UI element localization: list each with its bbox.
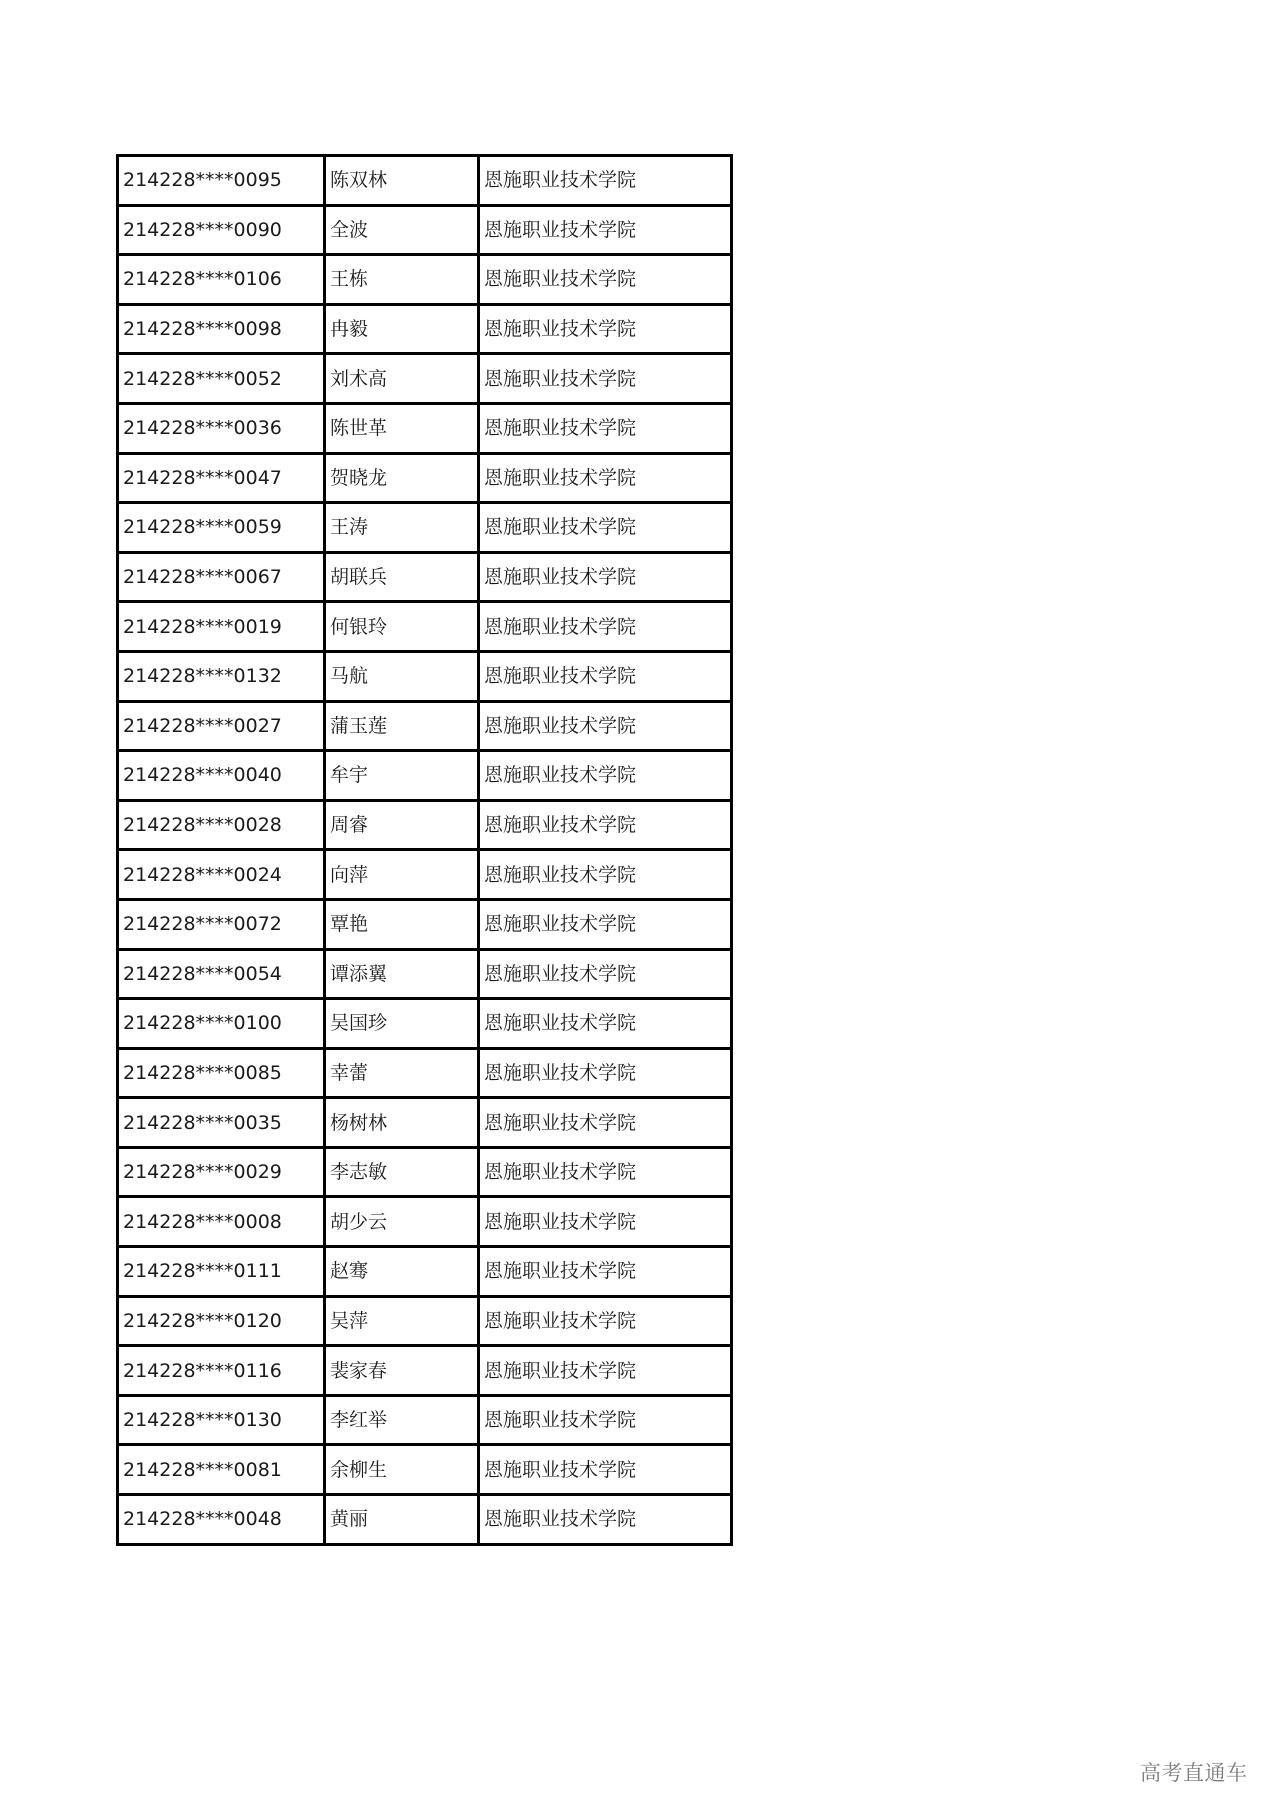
id-cell: 214228****0027 bbox=[118, 701, 325, 751]
table-row bbox=[118, 304, 732, 354]
school-cell: 恩施职业技术学院 bbox=[479, 701, 732, 751]
table-row bbox=[118, 453, 732, 503]
name-cell: 胡联兵 bbox=[325, 552, 479, 602]
table-row bbox=[118, 751, 732, 801]
name-cell: 牟宇 bbox=[325, 751, 479, 801]
school-cell: 恩施职业技术学院 bbox=[479, 1346, 732, 1396]
table-row bbox=[118, 602, 732, 652]
name-cell: 陈世革 bbox=[325, 403, 479, 453]
table-row bbox=[118, 205, 732, 255]
school-cell: 恩施职业技术学院 bbox=[479, 354, 732, 404]
id-cell: 214228****0059 bbox=[118, 503, 325, 553]
school-cell: 恩施职业技术学院 bbox=[479, 651, 732, 701]
id-cell: 214228****0047 bbox=[118, 453, 325, 503]
table-row bbox=[118, 1395, 732, 1445]
id-cell: 214228****0111 bbox=[118, 1247, 325, 1297]
school-cell: 恩施职业技术学院 bbox=[479, 403, 732, 453]
id-cell: 214228****0029 bbox=[118, 1147, 325, 1197]
table-row bbox=[118, 1147, 732, 1197]
school-cell: 恩施职业技术学院 bbox=[479, 1395, 732, 1445]
school-cell: 恩施职业技术学院 bbox=[479, 949, 732, 999]
table-row bbox=[118, 1247, 732, 1297]
school-cell: 恩施职业技术学院 bbox=[479, 850, 732, 900]
school-cell: 恩施职业技术学院 bbox=[479, 751, 732, 801]
table-row bbox=[118, 1197, 732, 1247]
name-cell: 贺晓龙 bbox=[325, 453, 479, 503]
table-row bbox=[118, 899, 732, 949]
id-cell: 214228****0052 bbox=[118, 354, 325, 404]
name-cell: 吴国珍 bbox=[325, 999, 479, 1049]
table-row bbox=[118, 850, 732, 900]
id-cell: 214228****0035 bbox=[118, 1098, 325, 1148]
table-row bbox=[118, 354, 732, 404]
name-cell: 吴萍 bbox=[325, 1296, 479, 1346]
id-cell: 214228****0116 bbox=[118, 1346, 325, 1396]
name-cell: 蒲玉莲 bbox=[325, 701, 479, 751]
table-row bbox=[118, 1445, 732, 1495]
table-row bbox=[118, 1098, 732, 1148]
table-row bbox=[118, 552, 732, 602]
table-row bbox=[118, 156, 732, 206]
school-cell: 恩施职业技术学院 bbox=[479, 999, 732, 1049]
school-cell: 恩施职业技术学院 bbox=[479, 205, 732, 255]
name-cell: 向萍 bbox=[325, 850, 479, 900]
name-cell: 赵骞 bbox=[325, 1247, 479, 1297]
school-cell: 恩施职业技术学院 bbox=[479, 453, 732, 503]
school-cell: 恩施职业技术学院 bbox=[479, 255, 732, 305]
id-cell: 214228****0085 bbox=[118, 1048, 325, 1098]
id-cell: 214228****0072 bbox=[118, 899, 325, 949]
id-cell: 214228****0040 bbox=[118, 751, 325, 801]
name-cell: 覃艳 bbox=[325, 899, 479, 949]
school-cell: 恩施职业技术学院 bbox=[479, 1247, 732, 1297]
id-cell: 214228****0106 bbox=[118, 255, 325, 305]
name-cell: 余柳生 bbox=[325, 1445, 479, 1495]
roster-table-body bbox=[118, 156, 732, 1545]
table-row bbox=[118, 1346, 732, 1396]
watermark-label: 高考直通车 bbox=[1140, 1761, 1248, 1785]
school-cell: 恩施职业技术学院 bbox=[479, 1048, 732, 1098]
id-cell: 214228****0019 bbox=[118, 602, 325, 652]
id-cell: 214228****0090 bbox=[118, 205, 325, 255]
id-cell: 214228****0120 bbox=[118, 1296, 325, 1346]
name-cell: 陈双林 bbox=[325, 156, 479, 206]
name-cell: 谭添翼 bbox=[325, 949, 479, 999]
id-cell: 214228****0067 bbox=[118, 552, 325, 602]
table-row bbox=[118, 403, 732, 453]
table-row bbox=[118, 651, 732, 701]
table-row bbox=[118, 800, 732, 850]
name-cell: 裴家春 bbox=[325, 1346, 479, 1396]
school-cell: 恩施职业技术学院 bbox=[479, 156, 732, 206]
name-cell: 黄丽 bbox=[325, 1495, 479, 1545]
id-cell: 214228****0098 bbox=[118, 304, 325, 354]
school-cell: 恩施职业技术学院 bbox=[479, 1147, 732, 1197]
id-cell: 214228****0095 bbox=[118, 156, 325, 206]
name-cell: 冉毅 bbox=[325, 304, 479, 354]
id-cell: 214228****0024 bbox=[118, 850, 325, 900]
name-cell: 马航 bbox=[325, 651, 479, 701]
school-cell: 恩施职业技术学院 bbox=[479, 1197, 732, 1247]
school-cell: 恩施职业技术学院 bbox=[479, 1495, 732, 1545]
table-row bbox=[118, 1495, 732, 1545]
table-row bbox=[118, 503, 732, 553]
name-cell: 全波 bbox=[325, 205, 479, 255]
name-cell: 胡少云 bbox=[325, 1197, 479, 1247]
name-cell: 刘术高 bbox=[325, 354, 479, 404]
id-cell: 214228****0132 bbox=[118, 651, 325, 701]
name-cell: 王栋 bbox=[325, 255, 479, 305]
school-cell: 恩施职业技术学院 bbox=[479, 800, 732, 850]
name-cell: 李志敏 bbox=[325, 1147, 479, 1197]
table-row bbox=[118, 999, 732, 1049]
table-row bbox=[118, 949, 732, 999]
school-cell: 恩施职业技术学院 bbox=[479, 899, 732, 949]
school-cell: 恩施职业技术学院 bbox=[479, 1445, 732, 1495]
id-cell: 214228****0100 bbox=[118, 999, 325, 1049]
school-cell: 恩施职业技术学院 bbox=[479, 304, 732, 354]
name-cell: 周睿 bbox=[325, 800, 479, 850]
id-cell: 214228****0081 bbox=[118, 1445, 325, 1495]
school-cell: 恩施职业技术学院 bbox=[479, 1296, 732, 1346]
name-cell: 幸蕾 bbox=[325, 1048, 479, 1098]
name-cell: 何银玲 bbox=[325, 602, 479, 652]
school-cell: 恩施职业技术学院 bbox=[479, 1098, 732, 1148]
school-cell: 恩施职业技术学院 bbox=[479, 602, 732, 652]
id-cell: 214228****0130 bbox=[118, 1395, 325, 1445]
id-cell: 214228****0054 bbox=[118, 949, 325, 999]
name-cell: 杨树林 bbox=[325, 1098, 479, 1148]
table-row bbox=[118, 1048, 732, 1098]
id-cell: 214228****0008 bbox=[118, 1197, 325, 1247]
name-cell: 王涛 bbox=[325, 503, 479, 553]
id-cell: 214228****0028 bbox=[118, 800, 325, 850]
school-cell: 恩施职业技术学院 bbox=[479, 503, 732, 553]
table-row bbox=[118, 255, 732, 305]
school-cell: 恩施职业技术学院 bbox=[479, 552, 732, 602]
roster-table bbox=[116, 154, 733, 1546]
name-cell: 李红举 bbox=[325, 1395, 479, 1445]
table-row bbox=[118, 1296, 732, 1346]
id-cell: 214228****0048 bbox=[118, 1495, 325, 1545]
id-cell: 214228****0036 bbox=[118, 403, 325, 453]
table-row bbox=[118, 701, 732, 751]
